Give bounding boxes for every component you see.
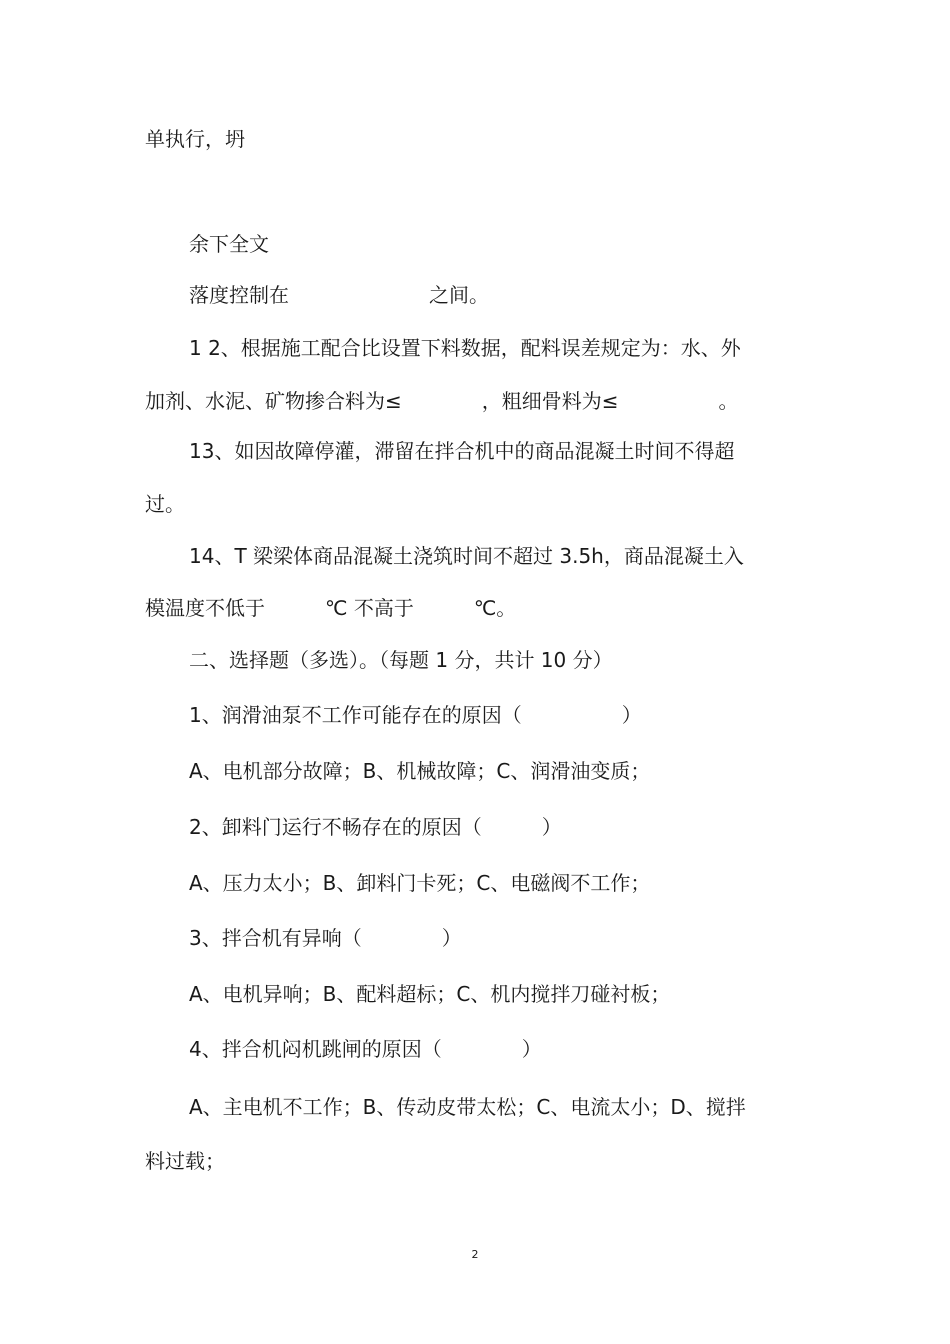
- page-number: 2: [471, 1248, 479, 1261]
- text-line: 料过载；: [145, 1149, 225, 1173]
- text-line: 单执行，坍: [145, 127, 245, 151]
- section-heading: 二、选择题（多选）。（每题 1 分，共计 10 分）: [189, 648, 613, 672]
- mc-question-2: 2、卸料门运行不畅存在的原因（ ）: [189, 815, 562, 839]
- text-line: 加剂、水泥、矿物掺合料为≤ ，粗细骨料为≤ 。: [145, 389, 739, 413]
- mc-question-3: 3、拌合机有异响（ ）: [189, 926, 462, 950]
- question-13: 13、如因故障停灌，滞留在拌合机中的商品混凝土时间不得超: [189, 439, 735, 463]
- question-14: 14、T 梁梁体商品混凝土浇筑时间不超过 3.5h，商品混凝土入: [189, 544, 744, 568]
- read-more-link[interactable]: 余下全文: [189, 232, 269, 256]
- mc-options-3: A、电机异响；B、配料超标；C、机内搅拌刀碰衬板；: [189, 982, 671, 1006]
- question-12: 1 2、根据施工配合比设置下料数据，配料误差规定为：水、外: [189, 336, 741, 360]
- text-line: 过。: [145, 492, 185, 516]
- text-line: 模温度不低于 ℃ 不高于 ℃。: [145, 596, 517, 620]
- mc-options-4: A、主电机不工作；B、传动皮带太松；C、电流太小；D、搅拌: [189, 1095, 746, 1119]
- mc-question-4: 4、拌合机闷机跳闸的原因（ ）: [189, 1037, 542, 1061]
- mc-options-2: A、压力太小；B、卸料门卡死；C、电磁阀不工作；: [189, 871, 651, 895]
- mc-options-1: A、电机部分故障；B、机械故障；C、润滑油变质；: [189, 759, 651, 783]
- text-line: 落度控制在 之间。: [189, 283, 489, 307]
- mc-question-1: 1、润滑油泵不工作可能存在的原因（ ）: [189, 703, 642, 727]
